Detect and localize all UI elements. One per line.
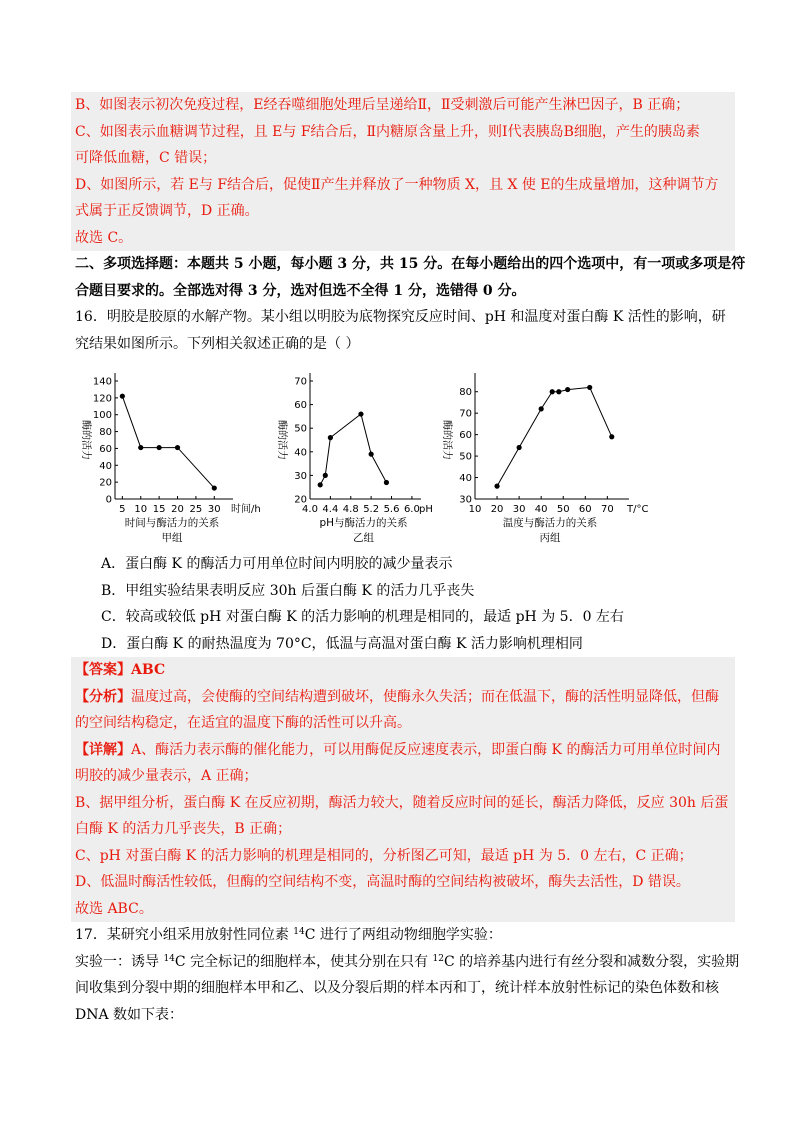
data-point [384, 480, 389, 485]
section-heading [75, 251, 746, 304]
previous-answer-block [75, 92, 729, 251]
isotope-superscript: 14 [293, 927, 305, 937]
chart-group-label: 丙组 [539, 532, 561, 544]
option-c: C．较高或较低 pH 对蛋白酶 K 的活力影响的机理是相同的，最适 pH 为 5．0 左右 [101, 609, 624, 625]
question-17 [75, 922, 740, 1028]
y-tick-label: 20 [294, 494, 307, 506]
question-17-line2 [75, 949, 740, 976]
isotope-superscript: 14 [163, 953, 175, 964]
y-tick-label: 0 [105, 494, 112, 506]
y-tick-label: 140 [92, 376, 112, 388]
x-tick-label: 70 [600, 504, 614, 515]
x-tick-label: 30 [512, 504, 526, 515]
data-point [369, 452, 374, 457]
y-tick-label: 120 [92, 393, 112, 405]
detail-d: D、低温时酶活性较低，但酶的空间结构不变，高温时酶的空间结构被破坏，酶失去活性，D 错误。 [71, 869, 735, 896]
data-point [550, 389, 555, 394]
detail-option-d-line1: D、如图所示，若 E与 F结合后，促使Ⅱ产生并释放了一种物质 X，且 X 使 E的生成量增加，这种调节方 [71, 172, 735, 199]
question-16-stem-line2: 究结果如图所示。下列相关叙述正确的是（ ） [75, 335, 360, 352]
x-axis-label: 时间/h [231, 504, 261, 515]
data-point [138, 445, 143, 450]
y-tick-label: 20 [99, 477, 112, 489]
y-tick-label: 100 [92, 410, 112, 422]
x-tick-label: 10 [468, 504, 482, 515]
data-point [120, 394, 125, 399]
detail-b-line2: 白酶 K 的活力几乎丧失，B 正确； [71, 816, 735, 843]
data-point [587, 385, 592, 390]
y-tick-label: 40 [294, 447, 307, 459]
data-point [609, 434, 614, 439]
chart-group-label: 乙组 [353, 532, 374, 544]
y-tick-label: 30 [459, 494, 472, 506]
chart-group-label: 甲组 [161, 532, 183, 544]
figure-charts [75, 359, 729, 551]
detail-option-c-line2: 可降低血糖，C 错误； [71, 145, 735, 172]
x-tick-label: 4.0 [302, 504, 318, 515]
q17-l2-pre: 实验一：诱导 [75, 953, 164, 970]
analysis-line2: 的空间结构稳定，在适宜的温度下酶的活性可以升高。 [71, 710, 735, 737]
y-tick-label: 40 [99, 460, 112, 472]
y-tick-label: 40 [459, 473, 472, 485]
y-axis-label: 酶的活力 [80, 420, 91, 460]
chart-ph-activity [265, 359, 455, 549]
detail-c: C、pH 对蛋白酶 K 的活力影响的机理是相同的，分析图乙可知，最适 pH 为 5．0 左右，C 正确； [71, 843, 735, 870]
page-content [75, 92, 746, 1028]
data-point [175, 445, 180, 450]
y-tick-label: 60 [459, 430, 472, 442]
x-tick-label: 20 [490, 504, 504, 515]
x-tick-label: 4.8 [342, 504, 359, 515]
series-line [320, 414, 386, 485]
analysis-text: 温度过高，会使酶的空间结构遭到破坏，使酶永久失活；而在低温下，酶的活性明显降低，但酶 [131, 688, 719, 705]
detail-a-text: A、酶活力表示酶的催化能力，可以用酶促反应速度表示，即蛋白酶 K 的酶活力可用单位时间内 [131, 741, 721, 758]
option-d: D．蛋白酶 K 的耐热温度为 70°C，低温与高温对蛋白酶 K 活力影响机理相同 [101, 635, 583, 652]
data-point [157, 445, 162, 450]
chart-title: pH与酶活力的关系 [319, 517, 408, 529]
y-axis-label: 酶的活力 [276, 420, 287, 460]
series-line [497, 387, 612, 486]
x-tick-label: 30 [207, 504, 221, 515]
y-tick-label: 60 [294, 400, 307, 412]
question-17-line3: 间收集到分裂中期的细胞样本甲和乙、以及分裂后期的样本丙和丁，统计样本放射性标记的染色体数和核 [75, 980, 719, 996]
y-tick-label: 50 [459, 451, 472, 463]
final-choice: 故选 C。 [71, 225, 735, 252]
detail-option-b: B、如图表示初次免疫过程，E经吞噬细胞处理后呈递给Ⅱ，Ⅱ受刺激后可能产生淋巴因子，B 正确； [71, 92, 735, 119]
data-point [517, 445, 522, 450]
x-tick-label: 50 [556, 504, 570, 515]
detail-option-d-line2: 式属于正反馈调节，D 正确。 [71, 198, 735, 225]
q17-l2-post: C 的培养基内进行有丝分裂和减数分裂，实验期 [443, 953, 740, 970]
data-point [358, 411, 363, 416]
x-tick-label: 40 [534, 504, 548, 515]
detail-a-line2: 明胶的减少量表示，A 正确； [71, 763, 735, 790]
data-point [556, 389, 561, 394]
x-axis-label: pH [419, 504, 433, 515]
question-16-choice: 故选 ABC。 [71, 896, 735, 923]
isotope-superscript: 12 [432, 953, 444, 964]
question-16 [75, 304, 729, 922]
y-axis-label: 酶的活力 [441, 420, 452, 460]
x-tick-label: 20 [171, 504, 184, 515]
data-point [323, 473, 328, 478]
y-tick-label: 80 [99, 427, 112, 439]
analysis-line1 [71, 684, 735, 711]
x-axis-label: T/°C [627, 504, 649, 515]
data-point [328, 435, 333, 440]
chart-time-activity [75, 359, 265, 549]
detail-b-line1: B、据甲组分析，蛋白酶 K 在反应初期，酶活力较大，随着反应时间的延长，酶活力降低，反应 30h 后蛋 [71, 790, 735, 817]
x-tick-label: 5.2 [363, 504, 380, 515]
data-point [318, 482, 323, 487]
data-point [565, 387, 570, 392]
chart-temperature-activity [430, 359, 650, 549]
y-tick-label: 60 [99, 443, 112, 455]
answer-line: 【答案】ABC [71, 657, 735, 684]
y-tick-label: 50 [294, 423, 307, 435]
q17-l2-mid: C 完全标记的细胞样本，使其分别在只有 [174, 953, 433, 970]
x-tick-label: 6.0 [403, 504, 420, 515]
x-tick-label: 60 [578, 504, 592, 515]
x-tick-label: 25 [189, 504, 203, 515]
series-line [122, 396, 214, 488]
data-point [539, 406, 544, 411]
chart-title: 时间与酶活力的关系 [124, 517, 220, 529]
option-b: B．甲组实验结果表明反应 30h 后蛋白酶 K 的活力几乎丧失 [101, 582, 475, 599]
option-a: A．蛋白酶 K 的酶活力可用单位时间内明胶的减少量表示 [101, 556, 453, 572]
x-tick-label: 15 [152, 504, 166, 515]
question-17-line1 [75, 922, 729, 949]
section-heading-line2: 合题目要求的。全部选对得 3 分，选对但选不全得 1 分，选错得 0 分。 [75, 282, 526, 299]
y-tick-label: 70 [459, 408, 472, 420]
x-tick-label: 5.6 [383, 504, 400, 515]
x-tick-label: 10 [134, 504, 148, 515]
detail-option-c-line1: C、如图表示血糖调节过程，且 E与 F结合后，Ⅱ内糖原含量上升，则Ⅰ代表胰岛B细胞，产生的胰岛素 [71, 119, 735, 146]
y-tick-label: 70 [294, 376, 307, 388]
y-tick-label: 30 [294, 470, 307, 482]
q17-l1-post: C 进行了两组动物细胞学实验： [304, 927, 502, 943]
question-16-stem-line1: 16．明胶是胶原的水解产物。某小组以明胶为底物探究反应时间、pH 和温度对蛋白酶 K 活性的影响，研 [75, 309, 726, 325]
detail-tag: 【详解】 [75, 741, 131, 758]
data-point [212, 485, 217, 490]
question-17-line4: DNA 数如下表： [75, 1006, 184, 1023]
data-point [494, 484, 499, 489]
x-tick-label: 5 [119, 504, 126, 515]
x-tick-label: 4.4 [322, 504, 339, 515]
q17-l1-pre: 17．某研究小组采用放射性同位素 [75, 927, 294, 943]
analysis-tag: 【分析】 [75, 688, 131, 705]
detail-a-line1 [71, 737, 735, 764]
chart-title: 温度与酶活力的关系 [502, 517, 598, 529]
section-heading-line1: 二、多项选择题：本题共 5 小题，每小题 3 分，共 15 分。在每小题给出的四个选项中，有一项或多项是符 [75, 256, 746, 272]
y-tick-label: 80 [459, 387, 472, 399]
